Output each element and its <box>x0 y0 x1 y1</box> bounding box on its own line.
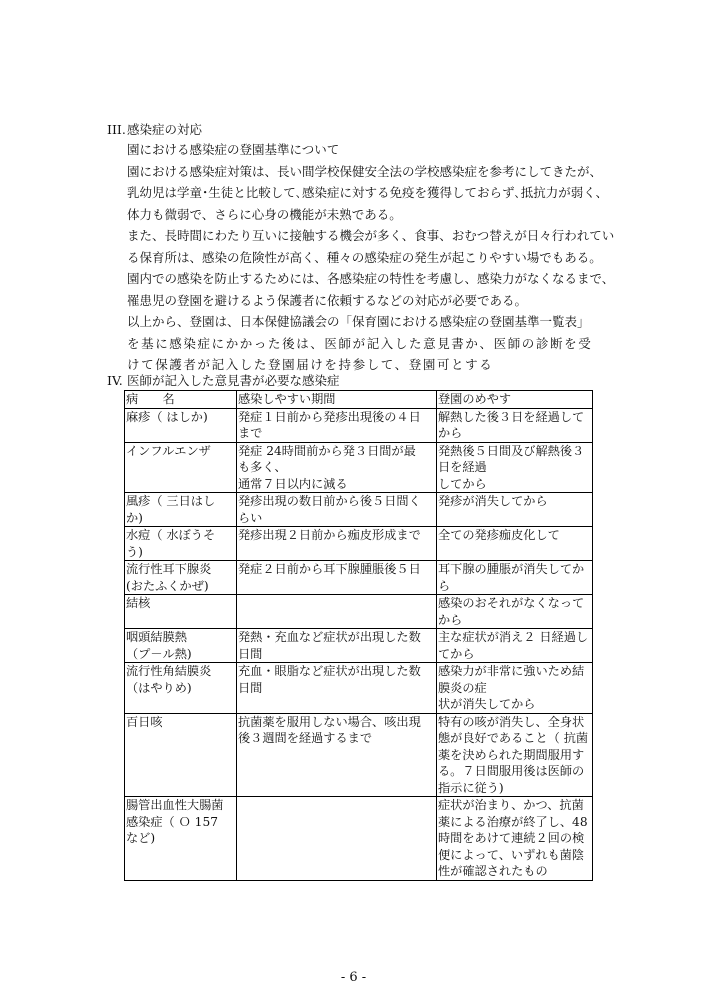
table-row <box>125 713 593 797</box>
table-row <box>125 629 593 663</box>
criteria-cell: 解熱した後３日を経過して から <box>437 408 593 442</box>
body-line: 園における感染症の登園基準について <box>127 142 340 157</box>
body-line: また、長時間にわたり互いに接触する機会が多く、食事、おむつ替えが日々行われてい <box>127 228 615 243</box>
period-cell: 充血・眼脂など症状が出現した数 日間 <box>237 663 437 714</box>
section-3-heading <box>107 121 202 139</box>
table-header-row <box>125 391 593 409</box>
period-cell: 発疹出現２日前から痂皮形成まで <box>237 527 437 561</box>
period-cell: 発熱・充血など症状が出現した数 日間 <box>237 629 437 663</box>
table-row <box>125 408 593 442</box>
disease-cell: 麻疹（ はしか) <box>125 408 237 442</box>
section-3-body <box>127 139 615 376</box>
body-line: 罹患児の登園を避けるよう保護者に依頼するなどの対応が必要である。 <box>127 292 528 308</box>
infection-criteria-table <box>124 390 593 881</box>
table-row <box>125 663 593 714</box>
criteria-cell: 耳下腺の腫脹が消失してか ら <box>437 561 593 595</box>
body-line: 乳幼児は学童･生徒と比較して､感染症に対する免疫を獲得しておらず､抵抗力が弱く、 <box>127 185 609 200</box>
table-row <box>125 797 593 881</box>
disease-cell: 腸管出血性大腸菌 感染症（ Ｏ 157 など) <box>125 797 237 881</box>
body-line: 以上から、登園は、日本保健協議会の「保育園における感染症の登園基準一覧表」 <box>127 314 590 329</box>
body-line: を基に感染症にかかった後は、医師が記入した意見書か、医師の診断を受 <box>127 335 593 351</box>
section-3-title: 感染症の対応 <box>127 122 203 137</box>
criteria-cell: 発熱後５日間及び解熱後３ 日を経過 してから <box>437 442 593 493</box>
section-4-number: IV. <box>107 373 123 388</box>
table-row <box>125 527 593 561</box>
body-line: る保育所は、感染の危険性が高く、種々の感染症の発生が起こりやすい場でもある。 <box>127 249 602 265</box>
body-line: けて保護者が記入した登園届けを持参して、登園可とする <box>127 357 494 372</box>
disease-cell: 百日咳 <box>125 713 237 797</box>
column-header-disease: 病 名 <box>125 391 237 409</box>
table-row <box>125 493 593 527</box>
disease-cell: インフルエンザ <box>125 442 237 493</box>
period-cell: 抗菌薬を服用しない場合、咳出現 後３週間を経過するまで <box>237 713 437 797</box>
section-4-title: 医師が記入した意見書が必要な感染症 <box>127 373 340 388</box>
section-3-number: III. <box>107 122 126 137</box>
period-cell: 発症２日前から耳下腺腫脹後５日 <box>237 561 437 595</box>
disease-cell: 結核 <box>125 595 237 629</box>
page-number: - 6 - <box>340 970 367 985</box>
period-cell <box>237 797 437 881</box>
criteria-cell: 全ての発疹痂皮化して <box>437 527 593 561</box>
criteria-cell: 感染力が非常に強いため結 膜炎の症 状が消失してから <box>437 663 593 714</box>
body-line: 園における感染症対策は、長い間学校保健安全法の学校感染症を参考にしてきたが、 <box>127 163 603 179</box>
criteria-cell: 主な症状が消え２ 日経過し てから <box>437 629 593 663</box>
criteria-cell: 発疹が消失してから <box>437 493 593 527</box>
body-line: 体力も微弱で、さらに心身の機能が未熟である。 <box>127 206 402 222</box>
criteria-cell: 症状が治まり、かつ、抗菌 薬による治療が終了し、48 時間をあけて連続２回の検 便によって、いずれも菌陰 性が確認されたもの <box>437 797 593 881</box>
disease-cell: 水痘（ 水ぼうそ う) <box>125 527 237 561</box>
period-cell: 発症１日前から発疹出現後の４日 まで <box>237 408 437 442</box>
section-4-heading <box>107 372 340 390</box>
column-header-period: 感染しやすい期間 <box>237 391 437 409</box>
table-row <box>125 595 593 629</box>
period-cell <box>237 595 437 629</box>
table-row <box>125 442 593 493</box>
criteria-cell: 特有の咳が消失し、全身状 態が良好であること（ 抗菌 薬を決められた期間服用す る。７日間服用後は医師の 指示に従う) <box>437 713 593 797</box>
body-line: 園内での感染を防止するためには、各感染症の特性を考慮し、感染力がなくなるまで、 <box>127 271 615 286</box>
period-cell: 発疹出現の数日前から後５日間く らい <box>237 493 437 527</box>
disease-cell: 咽頭結膜熱 （プ－ル熱) <box>125 629 237 663</box>
period-cell: 発症 24時間前から発３日間が最 も多く、 通常７日以内に減る <box>237 442 437 493</box>
column-header-criteria: 登園のめやす <box>437 391 593 409</box>
disease-cell: 流行性角結膜炎 （はやりめ) <box>125 663 237 714</box>
table-row <box>125 561 593 595</box>
disease-cell: 流行性耳下腺炎 (おたふくかぜ) <box>125 561 237 595</box>
criteria-cell: 感染のおそれがなくなって から <box>437 595 593 629</box>
disease-cell: 風疹（ 三日はし か) <box>125 493 237 527</box>
